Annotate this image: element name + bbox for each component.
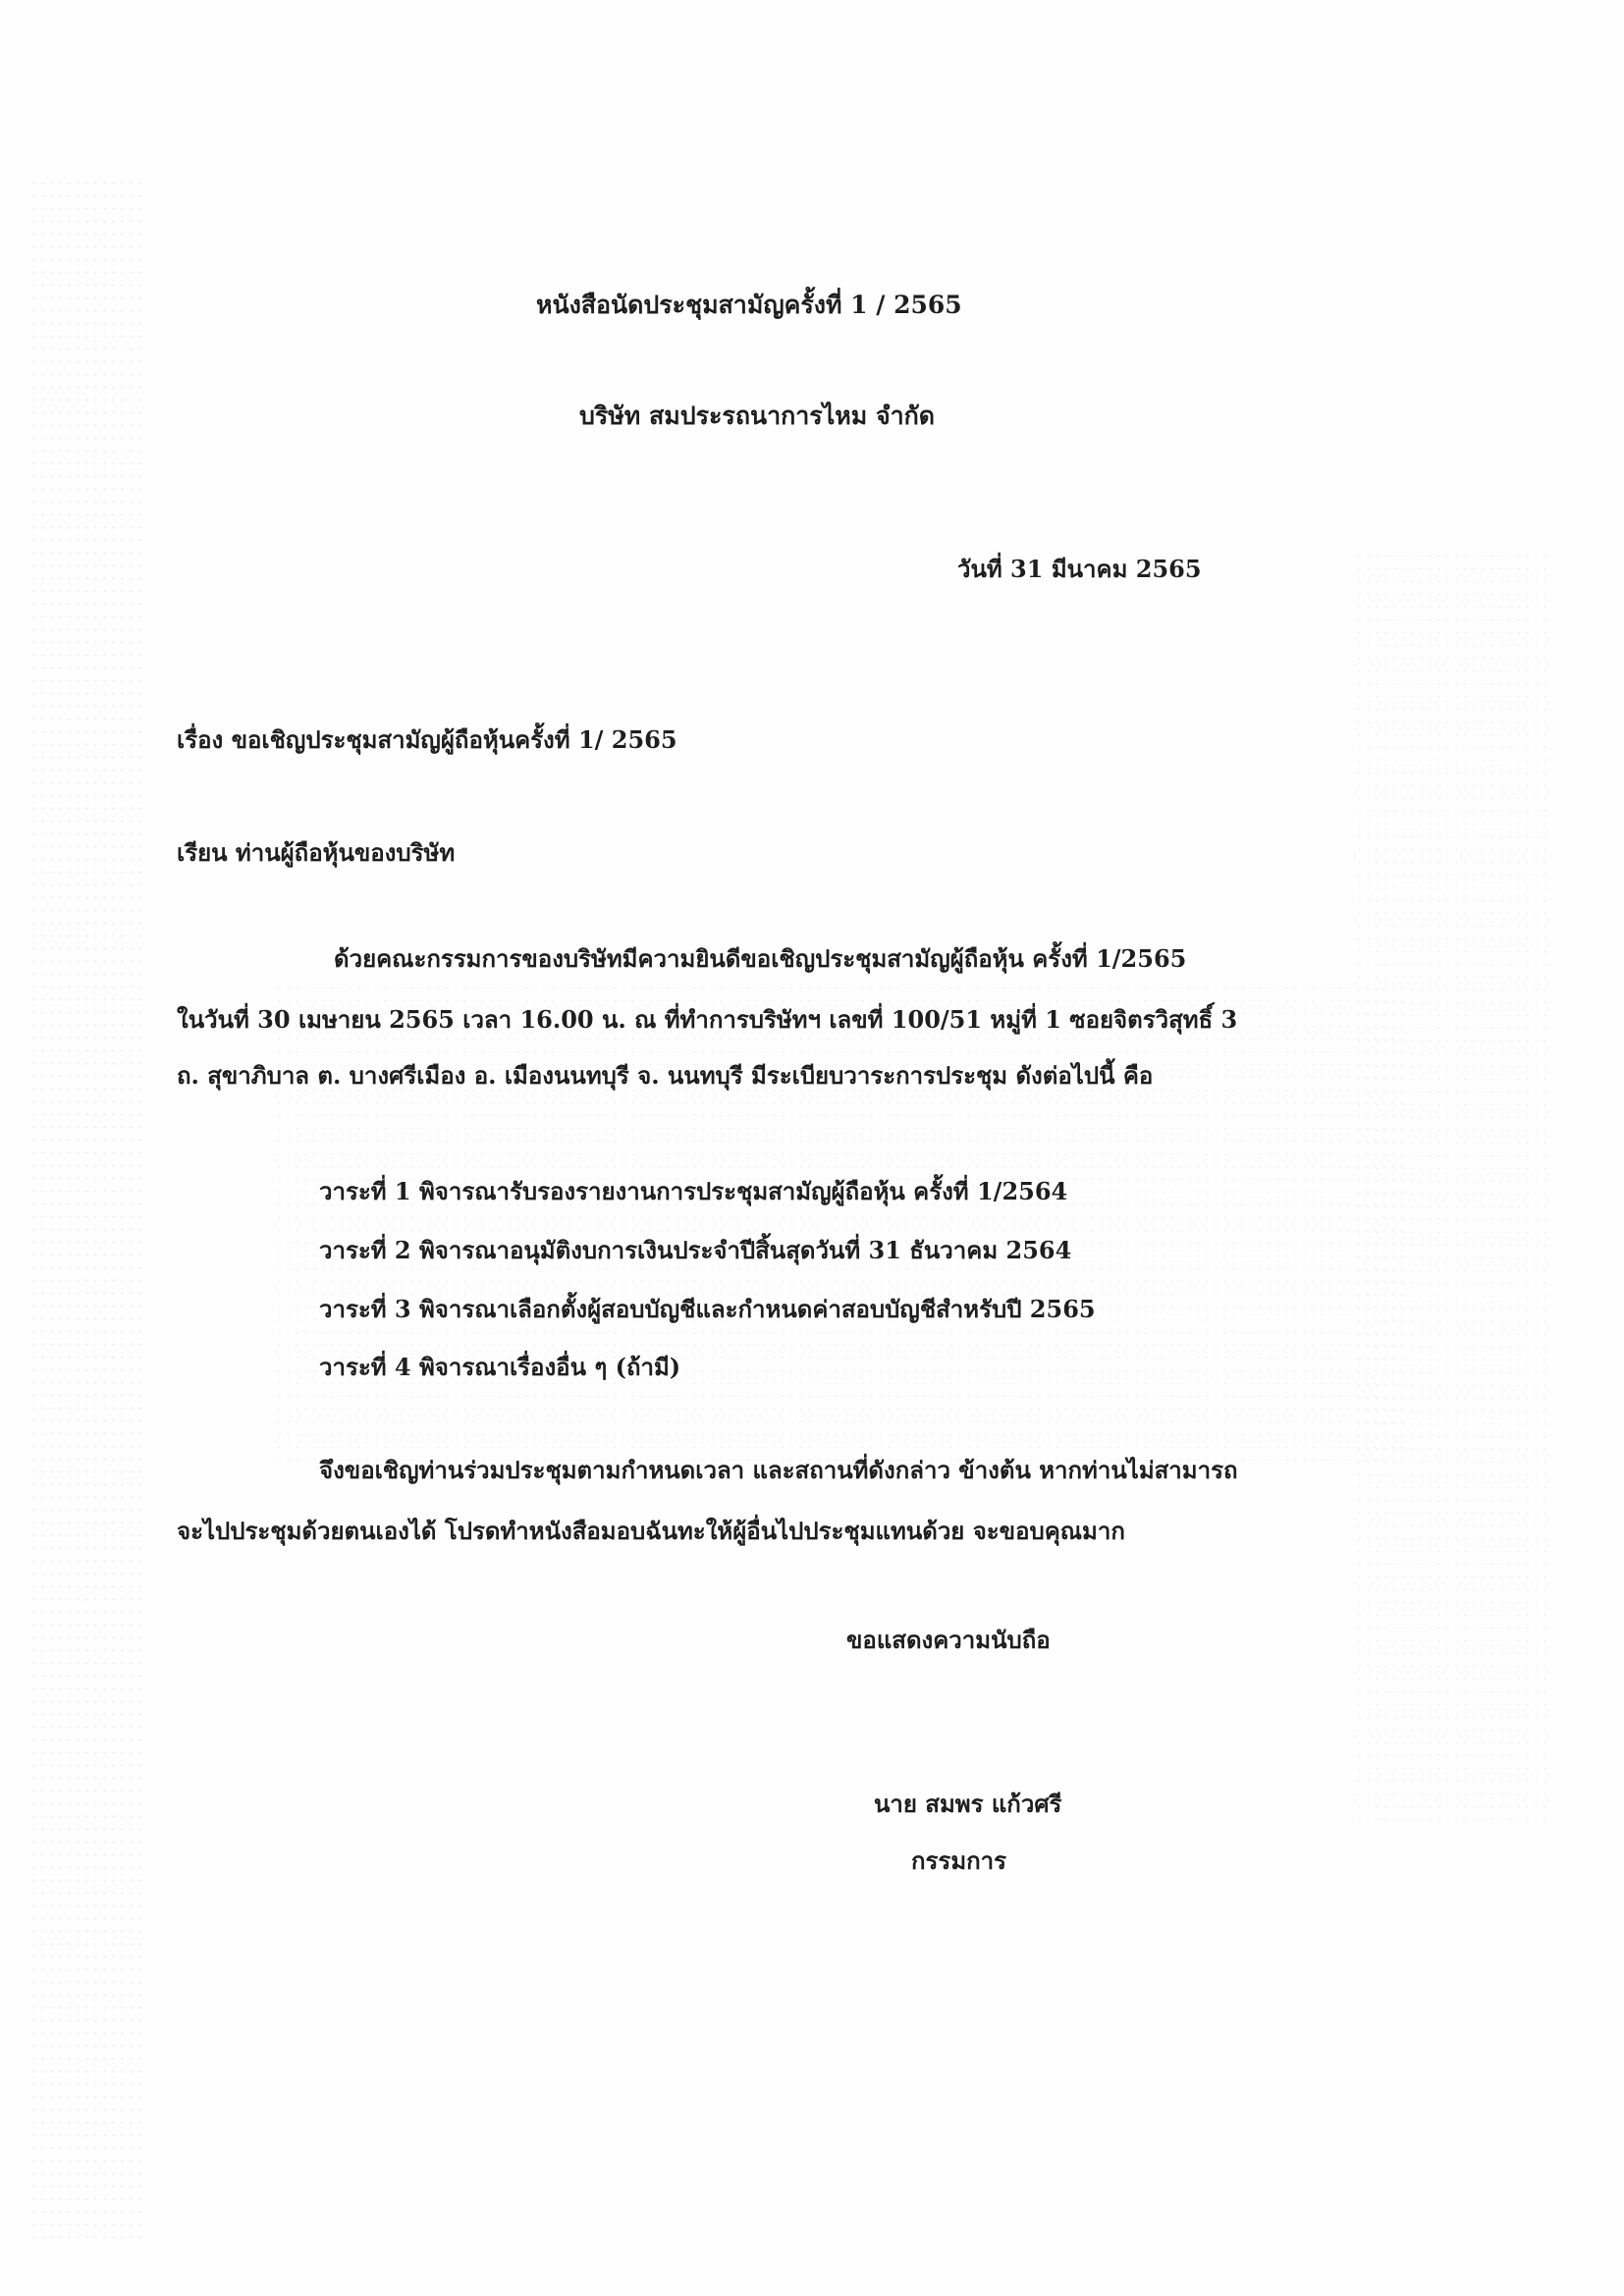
scan-texture-center — [275, 982, 1404, 1472]
sign-off: ขอแสดงความนับถือ — [846, 1626, 1051, 1654]
agenda-item-1: วาระที่ 1 พิจารณารับรองรายงานการประชุมสามัญผู้ถือหุ้น ครั้งที่ 1/2564 — [319, 1177, 1068, 1205]
agenda-item-3: วาระที่ 3 พิจารณาเลือกตั้งผู้สอบบัญชีและกำหนดค่าสอบบัญชีสำหรับปี 2565 — [319, 1295, 1096, 1323]
body-paragraph-line-1: ด้วยคณะกรรมการของบริษัทมีความยินดีขอเชิญประชุมสามัญผู้ถือหุ้น ครั้งที่ 1/2565 — [334, 944, 1187, 973]
salutation-line: เรียน ท่านผู้ถือหุ้นของบริษัท — [177, 838, 456, 867]
signer-name: นาย สมพร แก้วศรี — [874, 1789, 1062, 1818]
body-paragraph-line-3: ถ. สุขาภิบาล ต. บางศรีเมือง อ. เมืองนนทบุรี จ. นนทบุรี มีระเบียบวาระการประชุม ดังต่อไปนี้ คือ — [177, 1061, 1154, 1090]
closing-line-2: จะไปประชุมด้วยตนเองได้ โปรดทำหนังสือมอบฉันทะให้ผู้อื่นไปประชุมแทนด้วย จะขอบคุณมาก — [177, 1517, 1125, 1545]
scan-texture-left — [29, 177, 147, 2238]
document-date: วันที่ 31 มีนาคม 2565 — [957, 555, 1202, 583]
closing-line-1: จึงขอเชิญท่านร่วมประชุมตามกำหนดเวลา และสถานที่ดังกล่าว ข้างต้น หากท่านไม่สามารถ — [319, 1456, 1238, 1484]
agenda-item-4: วาระที่ 4 พิจารณาเรื่องอื่น ๆ (ถ้ามี) — [319, 1353, 681, 1381]
company-name: บริษัท สมประรถนาการไหม จำกัด — [579, 401, 936, 430]
agenda-item-2: วาระที่ 2 พิจารณาอนุมัติงบการเงินประจำปีสิ้นสุดวันที่ 31 ธันวาคม 2564 — [319, 1236, 1072, 1264]
body-paragraph-line-2: ในวันที่ 30 เมษายน 2565 เวลา 16.00 น. ณ ที่ทำการบริษัทฯ เลขที่ 100/51 หมู่ที่ 1 ซอยจิตรวิสุทธิ์ 3 — [177, 1005, 1238, 1034]
document-title: หนังสือนัดประชุมสามัญครั้งที่ 1 / 2565 — [536, 291, 962, 319]
subject-line: เรื่อง ขอเชิญประชุมสามัญผู้ถือหุ้นครั้งที่ 1/ 2565 — [177, 725, 677, 754]
signer-title: กรรมการ — [911, 1846, 1007, 1875]
scan-texture-right — [1355, 550, 1551, 1826]
